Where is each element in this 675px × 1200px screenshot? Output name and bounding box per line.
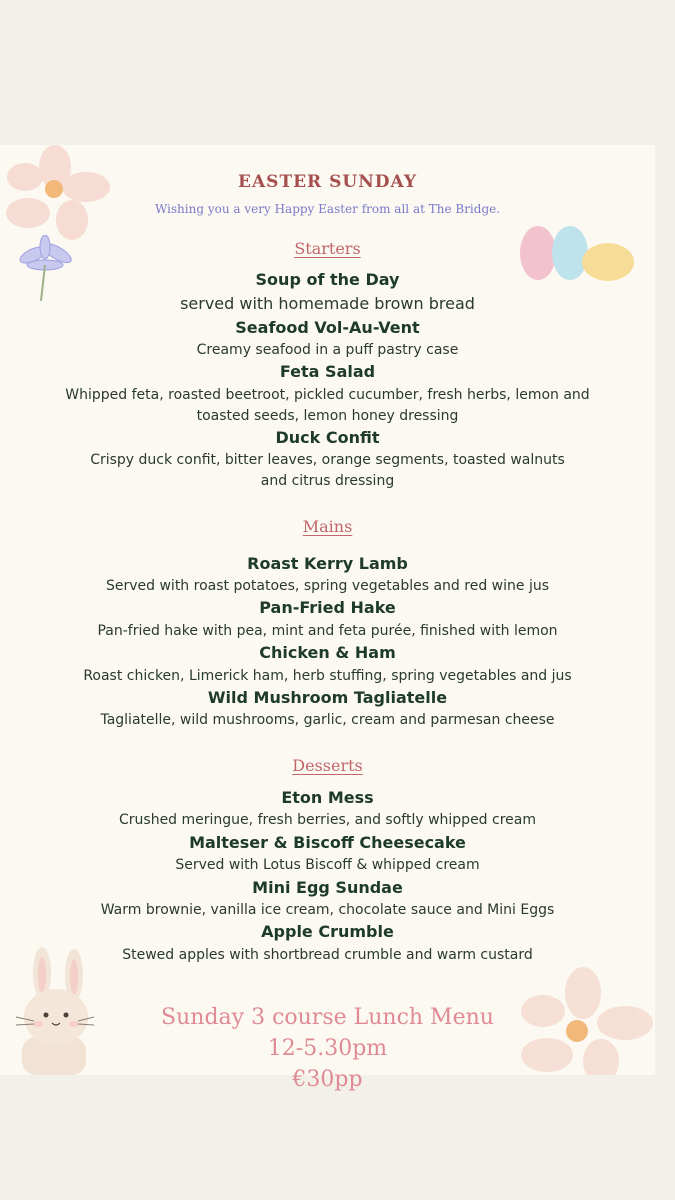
section-title-mains: Mains: [302, 517, 353, 536]
menu-item-desc: Served with Lotus Biscoff & whipped cream: [175, 857, 480, 873]
page-title: EASTER SUNDAY: [238, 172, 417, 192]
menu-item-name: Feta Salad: [279, 362, 376, 381]
footer-hours: 12-5.30pm: [267, 1036, 388, 1061]
menu-item-name: Mini Egg Sundae: [252, 878, 403, 897]
menu-item-desc: Creamy seafood in a puff pastry case: [196, 342, 459, 358]
menu-item-desc: Pan-fried hake with pea, mint and feta purée, finished with lemon: [97, 623, 558, 639]
menu-item-desc: toasted seeds, lemon honey dressing: [196, 408, 459, 424]
menu-card: [0, 145, 655, 1075]
footer-price: €30pp: [292, 1067, 363, 1092]
menu-item-name: Soup of the Day: [255, 270, 400, 289]
flower-icon: [0, 145, 115, 240]
menu-item-desc: Warm brownie, vanilla ice cream, chocolate sauce and Mini Eggs: [100, 902, 555, 918]
menu-item-name: Duck Confit: [275, 428, 380, 447]
menu-item-name: Roast Kerry Lamb: [247, 554, 408, 573]
menu-item-desc: served with homemade brown bread: [180, 294, 475, 313]
menu-item-desc: and citrus dressing: [260, 473, 395, 489]
menu-item-desc: Whipped feta, roasted beetroot, pickled cucumber, fresh herbs, lemon and: [65, 387, 590, 403]
menu-item-desc: Crispy duck confit, bitter leaves, orange segments, toasted walnuts: [90, 452, 565, 468]
section-title-desserts: Desserts: [292, 756, 363, 775]
menu-item-name: Pan-Fried Hake: [259, 598, 396, 617]
menu-item-name: Wild Mushroom Tagliatelle: [207, 688, 448, 707]
menu-item-name: Seafood Vol-Au-Vent: [235, 318, 420, 337]
menu-item-name: Malteser & Biscoff Cheesecake: [189, 833, 466, 852]
menu-item-desc: Roast chicken, Limerick ham, herb stuffing, spring vegetables and jus: [83, 668, 572, 684]
menu-item-desc: Stewed apples with shortbread crumble and warm custard: [122, 947, 533, 963]
footer-menu-name: Sunday 3 course Lunch Menu: [161, 1005, 494, 1030]
subtitle: Wishing you a very Happy Easter from all at The Bridge.: [154, 202, 501, 216]
menu-item-name: Apple Crumble: [261, 922, 394, 941]
menu-item-name: Eton Mess: [281, 788, 374, 807]
menu-item-name: Chicken & Ham: [259, 643, 396, 662]
menu-item-desc: Crushed meringue, fresh berries, and softly whipped cream: [119, 812, 536, 828]
section-title-starters: Starters: [294, 239, 361, 258]
menu-item-desc: Tagliatelle, wild mushrooms, garlic, cream and parmesan cheese: [100, 712, 555, 728]
menu-item-desc: Served with roast potatoes, spring vegetables and red wine jus: [105, 578, 549, 594]
